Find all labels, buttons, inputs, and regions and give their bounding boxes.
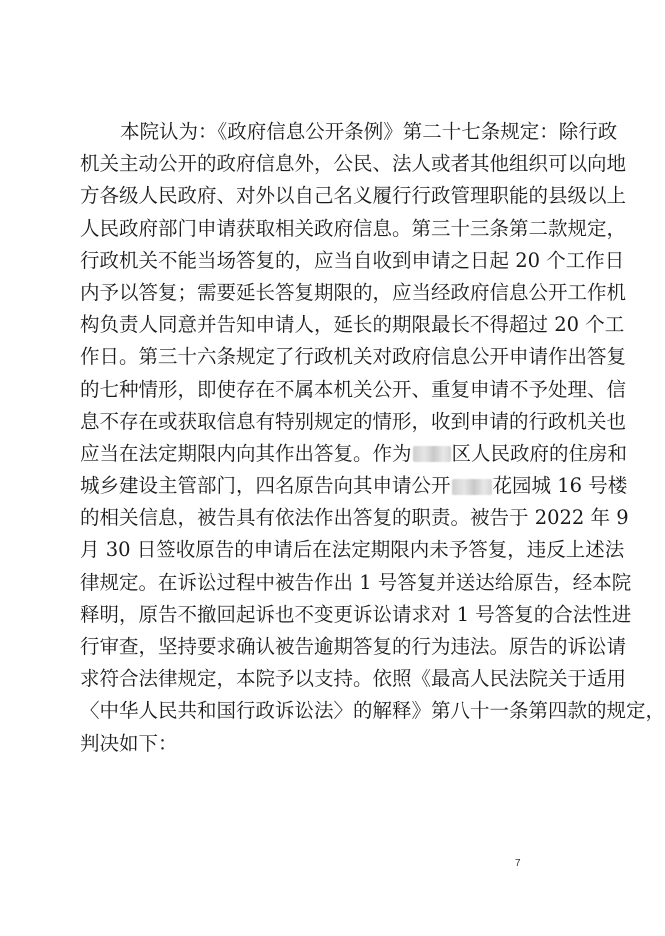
- text-line: 的七种情形，即使存在不属本机关公开、重复申请不予处理、信: [80, 377, 627, 401]
- text-line: 的相关信息，被告具有依法作出答复的职责。被告于 2022 年 9: [80, 506, 629, 530]
- text-line: 求符合法律规定，本院予以支持。依照《最高人民法院关于适用: [80, 667, 627, 691]
- page-number: 7: [515, 858, 521, 869]
- text-line: 行审查，坚持要求确认被告逾期答复的行为违法。原告的诉讼请: [80, 635, 627, 658]
- text-line: 作日。第三十六条规定了行政机关对政府信息公开申请作出答复: [80, 345, 627, 369]
- text-line: 释明，原告不撤回起诉也不变更诉讼请求对 1 号答复的合法性进: [80, 602, 632, 626]
- text-line: 机关主动公开的政府信息外，公民、法人或者其他组织可以向地: [80, 152, 627, 176]
- text-line: 人民政府部门申请获取相关政府信息。第三十三条第二款规定，: [80, 216, 627, 240]
- text-line: 判决如下：: [80, 731, 178, 755]
- text-line: 方各级人民政府、对外以自己名义履行行政管理职能的县级以上: [80, 184, 627, 208]
- text-segment: 花园城 16 号楼: [492, 474, 628, 498]
- text-segment: 城乡建设主管部门，四名原告向其申请公开: [80, 474, 451, 498]
- redaction-mark: [452, 479, 492, 495]
- text-line: 月 30 日签收原告的申请后在法定期限内未予答复，违反上述法: [80, 538, 625, 562]
- text-segment: 区人民政府的住房和: [451, 441, 628, 465]
- text-line: 〈中华人民共和国行政诉讼法〉的解释》第八十一条第四款的规定，: [80, 699, 665, 723]
- text-line: 构负责人同意并告知申请人，延长的期限最长不得超过 20 个工: [80, 313, 625, 337]
- text-line: [80, 438, 628, 470]
- text-line: 行政机关不能当场答复的，应当自收到申请之日起 20 个工作日: [80, 248, 625, 272]
- text-line: 息不存在或获取信息有特别规定的情形，收到申请的行政机关也: [80, 409, 627, 433]
- text-line: [80, 470, 628, 502]
- redaction-mark: [413, 446, 451, 462]
- text-line: 本院认为：《政府信息公开条例》第二十七条规定：除行政: [120, 120, 618, 143]
- text-line: 内予以答复；需要延长答复期限的，应当经政府信息公开工作机: [80, 280, 627, 304]
- text-line: 律规定。在诉讼过程中被告作出 1 号答复并送达给原告，经本院: [80, 570, 632, 594]
- text-segment: 应当在法定期限内向其作出答复。作为: [80, 441, 412, 465]
- judgment-paragraph: [80, 116, 665, 760]
